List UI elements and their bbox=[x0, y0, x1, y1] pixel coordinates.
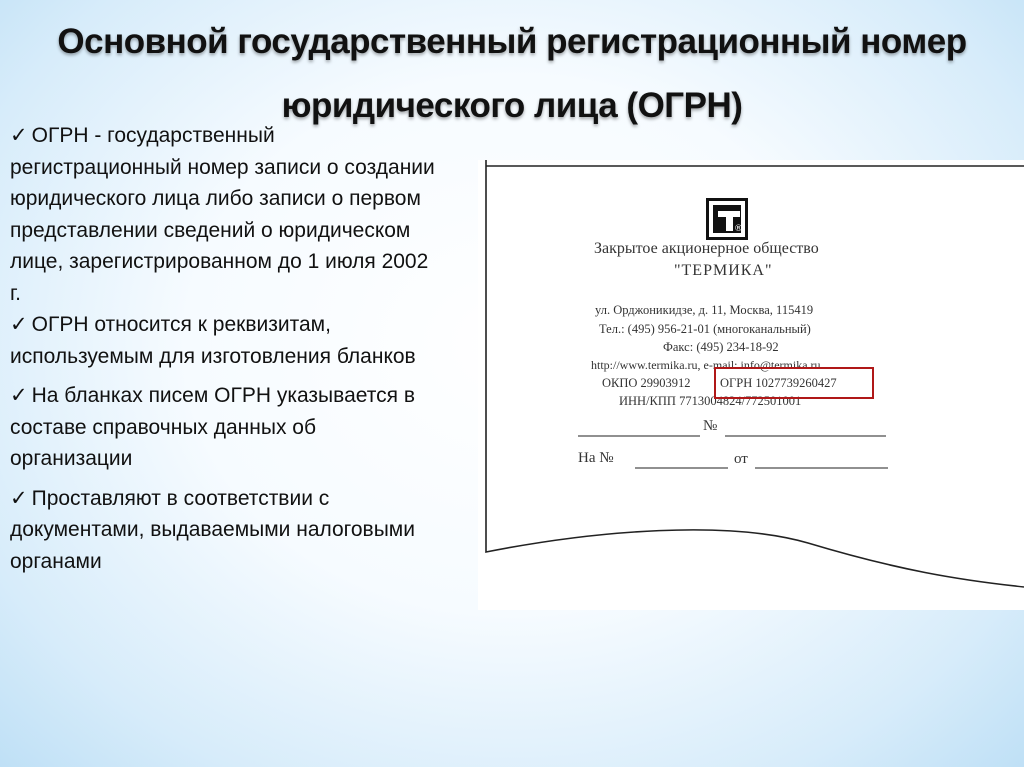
reply-to-label: На № bbox=[578, 450, 614, 466]
org-inn: ИНН/КПП 7713004824/772501001 bbox=[619, 394, 802, 408]
bullet-text: Проставляют в соответствии с документами, выдаваемыми налоговыми органами bbox=[10, 486, 415, 573]
from-label: от bbox=[734, 451, 748, 467]
bullet-text: На бланках писем ОГРН указывается в составе справочных данных об организации bbox=[10, 384, 415, 470]
org-ogrn: ОГРН 1027739260427 bbox=[720, 376, 837, 390]
check-icon: ✓ bbox=[10, 384, 28, 407]
check-icon: ✓ bbox=[10, 313, 28, 336]
org-phone: Тел.: (495) 956-21-01 (многоканальный) bbox=[599, 322, 811, 336]
org-type: Закрытое акционерное общество bbox=[594, 240, 819, 257]
org-web: http://www.termika.ru, e-mail: info@termika.ru bbox=[591, 358, 821, 372]
check-icon: ✓ bbox=[10, 486, 28, 510]
bullet-list bbox=[10, 120, 440, 585]
org-name: "ТЕРМИКА" bbox=[674, 262, 773, 279]
letterhead-image bbox=[478, 160, 1024, 610]
check-icon: ✓ bbox=[10, 124, 28, 147]
bullet-item bbox=[10, 483, 440, 578]
bullet-item bbox=[10, 380, 440, 475]
org-address: ул. Орджоникидзе, д. 11, Москва, 115419 bbox=[595, 303, 814, 317]
slide-title-line-1: Основной государственный регистрационный номер bbox=[57, 22, 967, 61]
bullet-item bbox=[10, 120, 440, 309]
ogrn-highlight-box bbox=[714, 367, 874, 399]
bullet-item bbox=[10, 309, 440, 372]
org-fax: Факс: (495) 234-18-92 bbox=[663, 340, 779, 354]
registered-mark: ® bbox=[734, 224, 743, 234]
slide-title bbox=[0, 10, 1024, 138]
bullet-text: ОГРН относится к реквизитам, используемым для изготовления бланков bbox=[10, 313, 416, 368]
slide-title-line-2: юридического лица (ОГРН) bbox=[281, 86, 743, 125]
bullet-text: ОГРН - государственный регистрационный номер записи о создании юридического лица либо записи о первом представлении сведений о юридическом лице, зарегистрированном до 1 июля 2002 г. bbox=[10, 124, 435, 305]
number-sign: № bbox=[703, 418, 718, 434]
company-logo bbox=[706, 198, 748, 240]
org-okpo: ОКПО 29903912 bbox=[602, 376, 691, 390]
